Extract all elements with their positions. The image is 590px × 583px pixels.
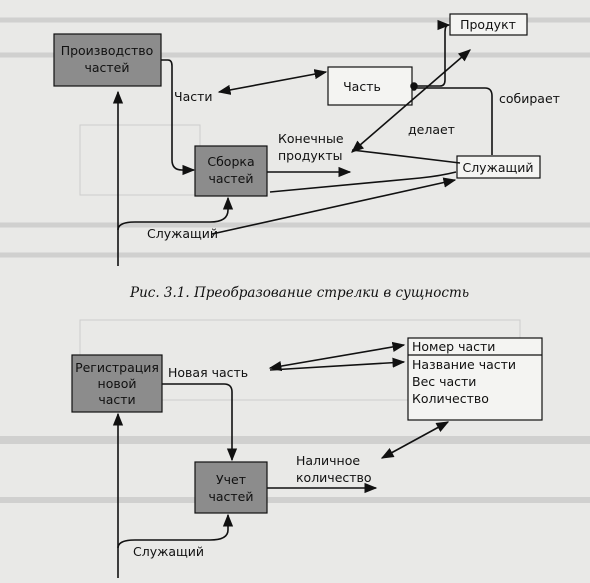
label-assembles: собирает [499,91,560,106]
box-production-line1: Производство [60,43,154,58]
entity-attribute-weight: Вес части [412,374,477,389]
activity-box-registration [72,355,162,412]
box-accounting-line2: частей [208,489,254,504]
label-stock-2: количество [296,470,372,485]
label-employee-1: Служащий [147,226,219,241]
entity-employee-label: Служащий [462,160,534,175]
box-accounting-line1: Учет [216,472,246,487]
entity-title: Номер части [412,339,496,354]
figure-caption: Рис. 3.1. Преобразование стрелки в сущность [130,285,470,301]
label-final-products-1: Конечные [278,131,344,146]
box-production-line2: частей [84,60,130,75]
entity-attribute-name: Название части [412,357,517,372]
label-final-products-2: продукты [278,148,343,163]
label-stock-1: Наличное [296,453,361,468]
entity-product [450,14,527,35]
activity-box-assembly [195,146,267,196]
box-registration-line1: Регистрация [75,360,159,375]
label-parts: Части [174,89,213,104]
entity-part-label: Часть [343,79,381,94]
box-registration-line2: новой [97,376,137,391]
box-registration-line3: части [98,392,136,407]
entity-product-label: Продукт [460,17,516,32]
activity-box-accounting [195,462,267,513]
box-assembly-line2: частей [208,171,254,186]
label-makes: делает [408,122,455,137]
label-employee-2: Служащий [133,544,205,559]
entity-part [328,67,412,105]
box-assembly-line1: Сборка [207,154,255,169]
entity-part-attributes [408,338,542,420]
activity-box-production [54,34,161,86]
entity-attribute-quantity: Количество [412,391,489,406]
label-new-part: Новая часть [168,365,249,380]
entity-employee [457,156,540,178]
